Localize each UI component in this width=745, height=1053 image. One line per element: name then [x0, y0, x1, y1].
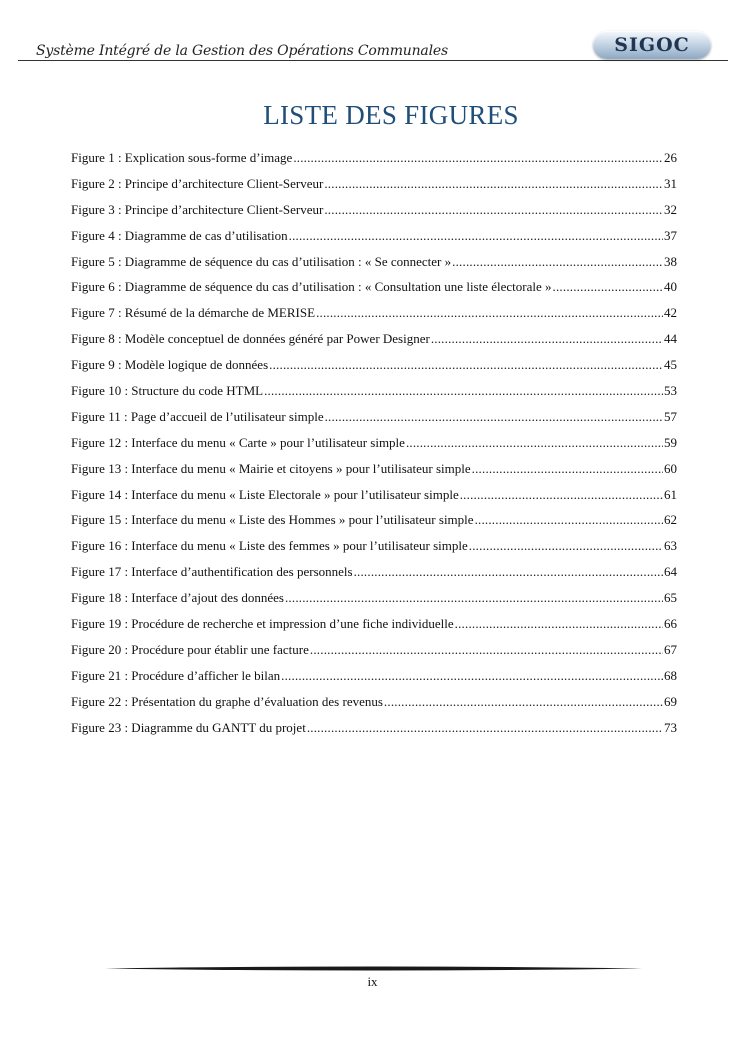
dot-leader — [293, 148, 663, 168]
figure-page-number: 68 — [664, 667, 677, 683]
figure-label: Figure 11 : Page d’accueil de l’utilisateur simple — [71, 408, 324, 424]
dot-leader — [354, 562, 663, 582]
dot-leader — [310, 640, 663, 660]
figure-entry[interactable] — [71, 252, 677, 278]
dot-leader — [455, 614, 663, 634]
figure-entry[interactable] — [71, 200, 677, 226]
figure-label: Figure 15 : Interface du menu « Liste des Hommes » pour l’utilisateur simple — [71, 512, 474, 528]
sigoc-logo — [593, 31, 711, 59]
figure-page-number: 73 — [664, 719, 677, 735]
figure-page-number: 63 — [664, 538, 677, 554]
dot-leader — [324, 174, 663, 194]
figure-label: Figure 17 : Interface d’authentification des personnels — [71, 564, 353, 580]
figure-entry[interactable] — [71, 433, 677, 459]
figure-entry[interactable] — [71, 640, 677, 666]
dot-leader — [325, 407, 663, 427]
figure-label: Figure 10 : Structure du code HTML — [71, 383, 264, 399]
figure-label: Figure 12 : Interface du menu « Carte » pour l’utilisateur simple — [71, 434, 405, 450]
figure-label: Figure 19 : Procédure de recherche et impression d’une fiche individuelle — [71, 616, 454, 632]
figure-label: Figure 2 : Principe d’architecture Client-Serveur — [71, 175, 324, 191]
figure-page-number: 31 — [664, 175, 677, 191]
figure-label: Figure 9 : Modèle logique de données — [71, 357, 269, 373]
figure-label: Figure 8 : Modèle conceptuel de données généré par Power Designer — [71, 331, 430, 347]
figure-entry[interactable] — [71, 588, 677, 614]
figure-entry[interactable] — [71, 562, 677, 588]
dot-leader — [281, 666, 663, 686]
figure-entry[interactable] — [71, 614, 677, 640]
page-number: ix — [367, 974, 378, 989]
figure-page-number: 26 — [664, 150, 677, 165]
figure-label: Figure 7 : Résumé de la démarche de MERISE — [71, 305, 316, 321]
dot-leader — [460, 485, 663, 505]
logo-text: SIGOC — [614, 34, 690, 56]
list-of-figures — [71, 148, 677, 743]
dot-leader — [469, 536, 663, 556]
figure-page-number: 69 — [664, 693, 677, 709]
figure-entry[interactable] — [71, 174, 677, 200]
figure-page-number: 61 — [664, 486, 677, 502]
dot-leader — [269, 355, 663, 375]
dot-leader — [431, 329, 663, 349]
dot-leader — [307, 718, 663, 738]
header-divider — [18, 60, 728, 61]
figure-page-number: 62 — [664, 512, 677, 528]
dot-leader — [285, 588, 663, 608]
page-title: LISTE DES FIGURES — [263, 100, 519, 130]
figure-label: Figure 4 : Diagramme de cas d’utilisation — [71, 227, 288, 243]
figure-entry[interactable] — [71, 459, 677, 485]
figure-label: Figure 1 : Explication sous-forme d’image — [71, 150, 293, 165]
figure-label: Figure 20 : Procédure pour établir une facture — [71, 641, 309, 657]
dot-leader — [472, 459, 663, 479]
footer-divider — [105, 966, 642, 971]
figure-page-number: 53 — [664, 383, 677, 399]
dot-leader — [264, 381, 663, 401]
figure-label: Figure 16 : Interface du menu « Liste des femmes » pour l’utilisateur simple — [71, 538, 468, 554]
figure-label: Figure 18 : Interface d’ajout des données — [71, 590, 284, 606]
figure-page-number: 67 — [664, 641, 677, 657]
figure-page-number: 59 — [664, 434, 677, 450]
figure-label: Figure 13 : Interface du menu « Mairie et citoyens » pour l’utilisateur simple — [71, 460, 471, 476]
figure-label: Figure 5 : Diagramme de séquence du cas d’utilisation : « Se connecter » — [71, 253, 452, 269]
figure-label: Figure 21 : Procédure d’afficher le bilan — [71, 667, 281, 683]
figure-entry[interactable] — [71, 303, 677, 329]
figure-label: Figure 3 : Principe d’architecture Client-Serveur — [71, 201, 324, 217]
header-title: Système Intégré de la Gestion des Opérations Communales — [36, 43, 448, 59]
dot-leader — [406, 433, 663, 453]
figure-entry[interactable] — [71, 718, 677, 744]
figure-page-number: 44 — [664, 331, 677, 347]
dot-leader — [316, 303, 663, 323]
dot-leader — [289, 226, 663, 246]
figure-label: Figure 14 : Interface du menu « Liste Electorale » pour l’utilisateur simple — [71, 486, 459, 502]
figure-entry[interactable] — [71, 226, 677, 252]
figure-entry[interactable] — [71, 277, 677, 303]
figure-label: Figure 6 : Diagramme de séquence du cas d’utilisation : « Consultation une liste électorale » — [71, 279, 552, 295]
figure-entry[interactable] — [71, 381, 677, 407]
figure-label: Figure 23 : Diagramme du GANTT du projet — [71, 719, 306, 735]
figure-entry[interactable] — [71, 485, 677, 511]
figure-page-number: 38 — [664, 253, 677, 269]
figure-page-number: 65 — [664, 590, 677, 606]
figure-page-number: 66 — [664, 616, 677, 632]
figure-entry[interactable] — [71, 666, 677, 692]
figure-page-number: 64 — [664, 564, 677, 580]
figure-entry[interactable] — [71, 148, 677, 174]
dot-leader — [553, 277, 663, 297]
dot-leader — [384, 692, 663, 712]
figure-entry[interactable] — [71, 407, 677, 433]
figure-entry[interactable] — [71, 536, 677, 562]
figure-entry[interactable] — [71, 692, 677, 718]
figure-page-number: 40 — [664, 279, 677, 295]
figure-entry[interactable] — [71, 355, 677, 381]
figure-page-number: 57 — [664, 408, 677, 424]
figure-entry[interactable] — [71, 510, 677, 536]
figure-page-number: 45 — [664, 357, 677, 373]
dot-leader — [475, 510, 663, 530]
figure-entry[interactable] — [71, 329, 677, 355]
figure-label: Figure 22 : Présentation du graphe d’évaluation des revenus — [71, 693, 383, 709]
figure-page-number: 37 — [664, 227, 677, 243]
figure-page-number: 32 — [664, 201, 677, 217]
figure-page-number: 60 — [664, 460, 677, 476]
dot-leader — [452, 252, 663, 272]
figure-page-number: 42 — [664, 305, 677, 321]
dot-leader — [324, 200, 663, 220]
